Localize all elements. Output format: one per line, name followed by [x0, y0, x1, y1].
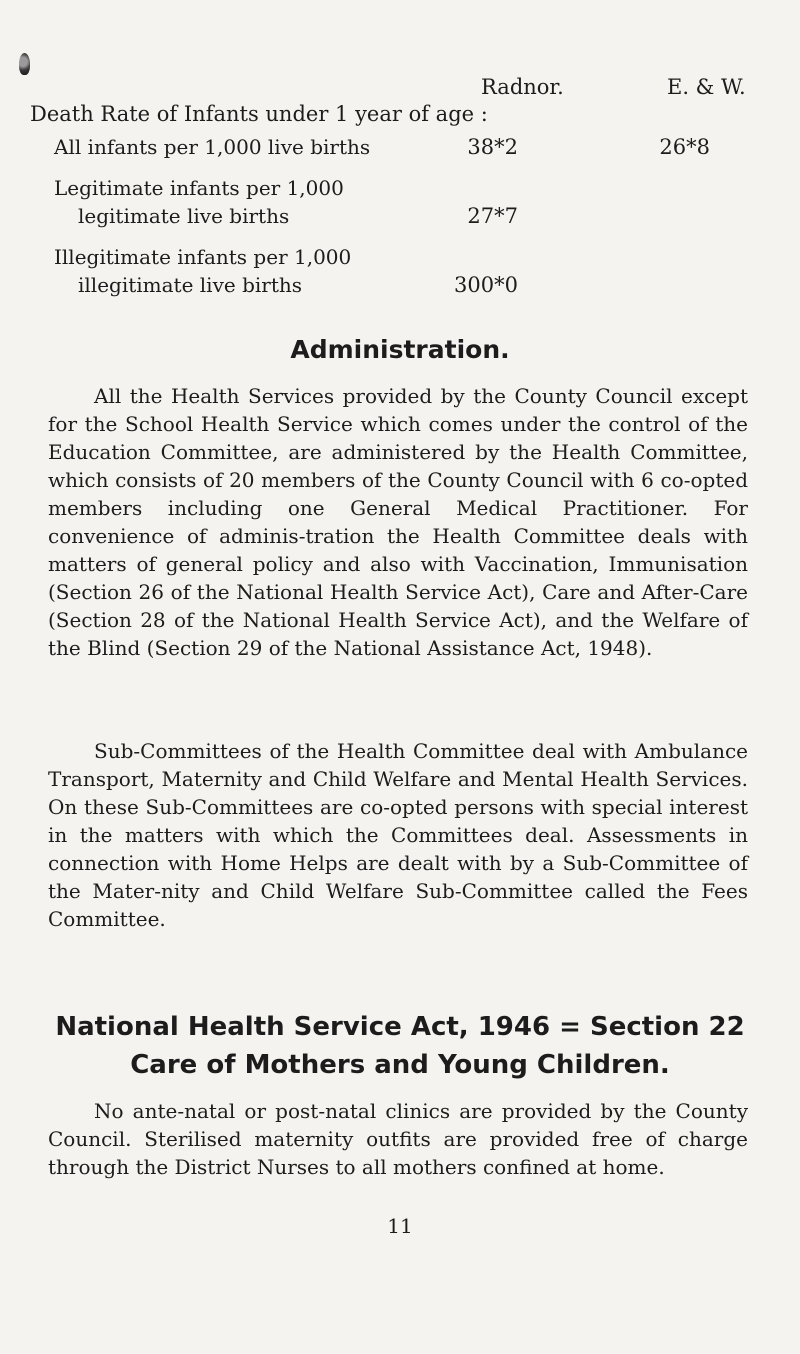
rate-row-label — [54, 174, 454, 230]
administration-paragraph-1: All the Health Services provided by the County Council except for the School Health Service which comes under the control of the Education Committee, are administered by the Health Committee, which consists of 20 members of the County Council with 6 co-opted members including one General Medical Practitioner. For convenience of adminis-tration the Health Committee deals with matters of general policy and also with Vaccination, Immunisation (Section 26 of the National Health Service Act), Care and After-Care (Section 28 of the National Health Service Act), and the Welfare of the Blind (Section 29 of the National Assistance Act, 1948). — [48, 384, 748, 660]
rate-row-label-line1: Legitimate infants per 1,000 — [54, 176, 344, 200]
page-number: 11 — [387, 1214, 413, 1238]
rate-row-label-line2: illegitimate live births — [78, 273, 303, 297]
rate-row-label-line2: legitimate live births — [78, 204, 290, 228]
care-of-mothers-heading: Care of Mothers and Young Children. — [130, 1050, 670, 1080]
administration-paragraph-2: Sub-Committees of the Health Committee deal with Ambulance Transport, Maternity and Child Welfare and Mental Health Services. On these Sub-Committees are co-opted persons with special interest in the matters with which the Committees deal. Assessments in connection with Home Helps are dealt with by a Sub-Committee of the Mater-nity and Child Welfare Sub-Committee called the Fees Committee. — [48, 739, 748, 931]
death-rate-heading: Death Rate of Infants under 1 year of age : — [30, 102, 488, 126]
administration-heading: Administration. — [290, 335, 510, 364]
rate-row-radnor-value: 300*0 — [454, 273, 518, 297]
column-header-radnor: Radnor. — [481, 75, 564, 99]
nhs-act-heading: National Health Service Act, 1946 = Section 22 — [55, 1012, 745, 1042]
rate-row-label-line1: All infants per 1,000 live births — [54, 135, 371, 159]
rate-row-label-line1: Illegitimate infants per 1,000 — [54, 245, 352, 269]
rate-row-label — [54, 243, 454, 299]
rate-row-radnor-value: 38*2 — [467, 135, 518, 159]
scan-mark — [19, 53, 30, 75]
rate-row-radnor-value: 27*7 — [467, 204, 518, 228]
rate-row-label — [54, 133, 454, 161]
rate-row-ew-value: 26*8 — [659, 135, 710, 159]
column-header-ew: E. & W. — [667, 75, 746, 99]
nhs-act-paragraph: No ante-natal or post-natal clinics are provided by the County Council. Sterilised maternity outfits are provided free of charge through the District Nurses to all mothers confined at home. — [48, 1099, 748, 1179]
